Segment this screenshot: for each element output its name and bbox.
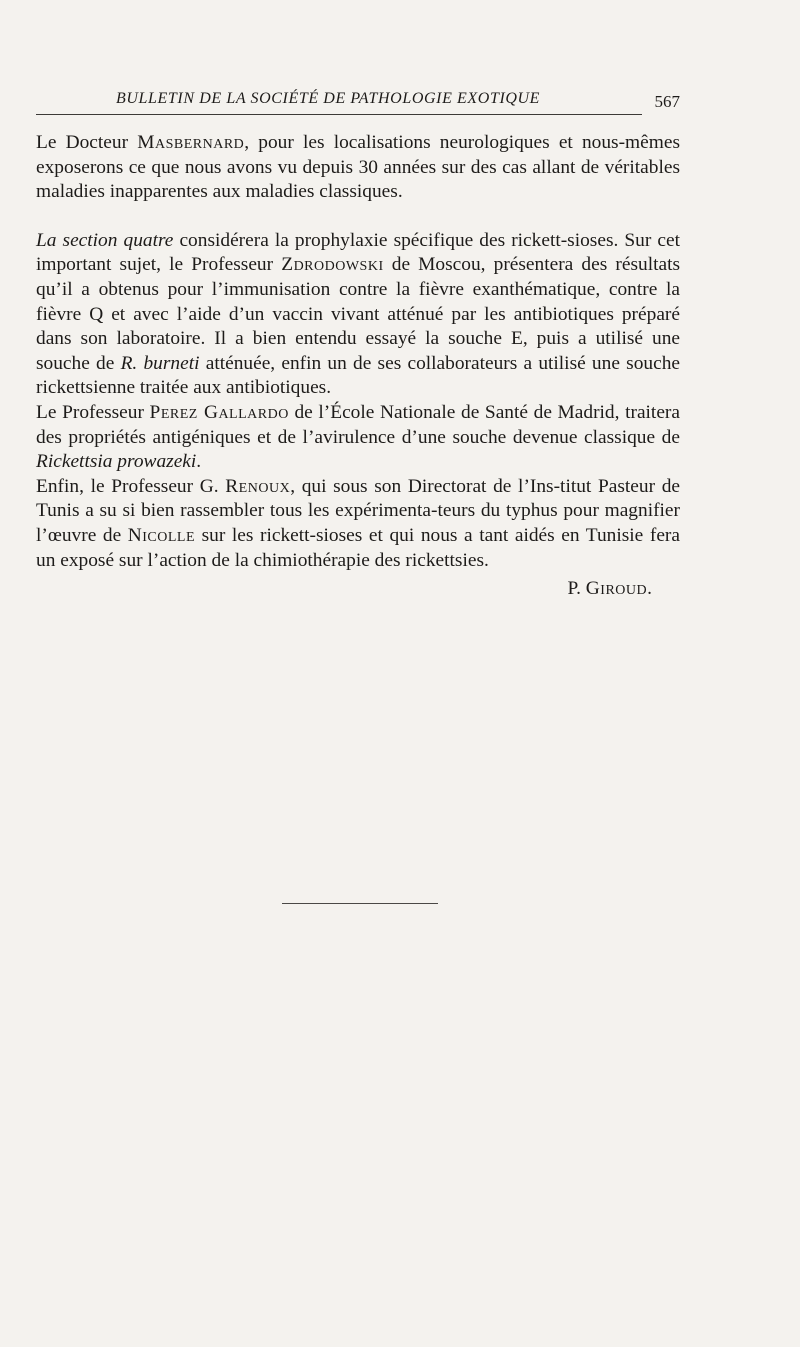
article-body [36,131,680,602]
text-run: de Moscou, présentera des résultats qu’il a obtenus pour l’immunisation contre la fièvre exanthématique, contre la fièvre Q et avec l’aide d’un vaccin vivant atténué par les antibiotiques préparé dans son laboratoire. Il a bien entendu essayé la souche E, puis a utilisé une souche de [36,254,681,374]
person-name: Zdrodowski [281,254,384,276]
section-label: La section quatre [36,229,174,251]
text-run: considérera la prophylaxie spécifique des rickett-sioses. Sur cet important sujet, le Professeur [36,229,680,276]
running-header [36,88,680,118]
text-run: , pour les localisations neurologiques et nous-mêmes exposerons ce que nous avons vu depuis 30 années sur des cas allant de véritables maladies inapparentes aux maladies classiques. [36,132,680,203]
paragraph-renoux [36,475,680,573]
person-name: Masbernard [137,132,245,153]
text-run: de l’École Nationale de Santé de Madrid, traitera des propriétés antigéniques et de l’avirulence d’une souche devenue classique de [36,401,680,448]
text-run: Enfin, le Professeur G. [36,475,226,497]
text-run: . [196,451,202,473]
person-name: Perez Gallardo [149,401,289,423]
species-name: R. burneti [120,352,200,374]
paragraph-masbernard [36,131,680,205]
paragraph-section-four [36,229,680,401]
text-run: sur les rickett-sioses et qui nous a tant aidés en Tunisie fera un exposé sur l’action de la chimiothérapie des rickettsies. [36,524,680,571]
text-run: Le Professeur [36,401,150,423]
species-name: Rickettsia prowazeki [36,451,197,473]
page-number: 567 [654,92,680,111]
signature-period: . [647,578,652,600]
author-signature [36,577,680,602]
person-name: Renoux [225,475,291,497]
section-divider [282,903,438,904]
signature-initial: P. [567,578,586,600]
person-name: Nicolle [127,524,196,546]
header-rule [36,114,642,115]
text-run: Le Docteur [36,132,138,153]
text-run: , qui sous son Directorat de l’Ins-titut Pasteur de Tunis a su si bien rassembler tous les expérimenta-teurs du typhus pour magnifier l’œuvre de [36,475,680,546]
paragraph-perez-gallardo [36,401,680,475]
text-run: atténuée, enfin un de ses collaborateurs a utilisé une souche rickettsienne traitée aux antibiotiques. [36,352,680,399]
journal-title: BULLETIN DE LA SOCIÉTÉ DE PATHOLOGIE EXOTIQUE [116,90,541,107]
signature-name: Giroud [585,578,648,600]
